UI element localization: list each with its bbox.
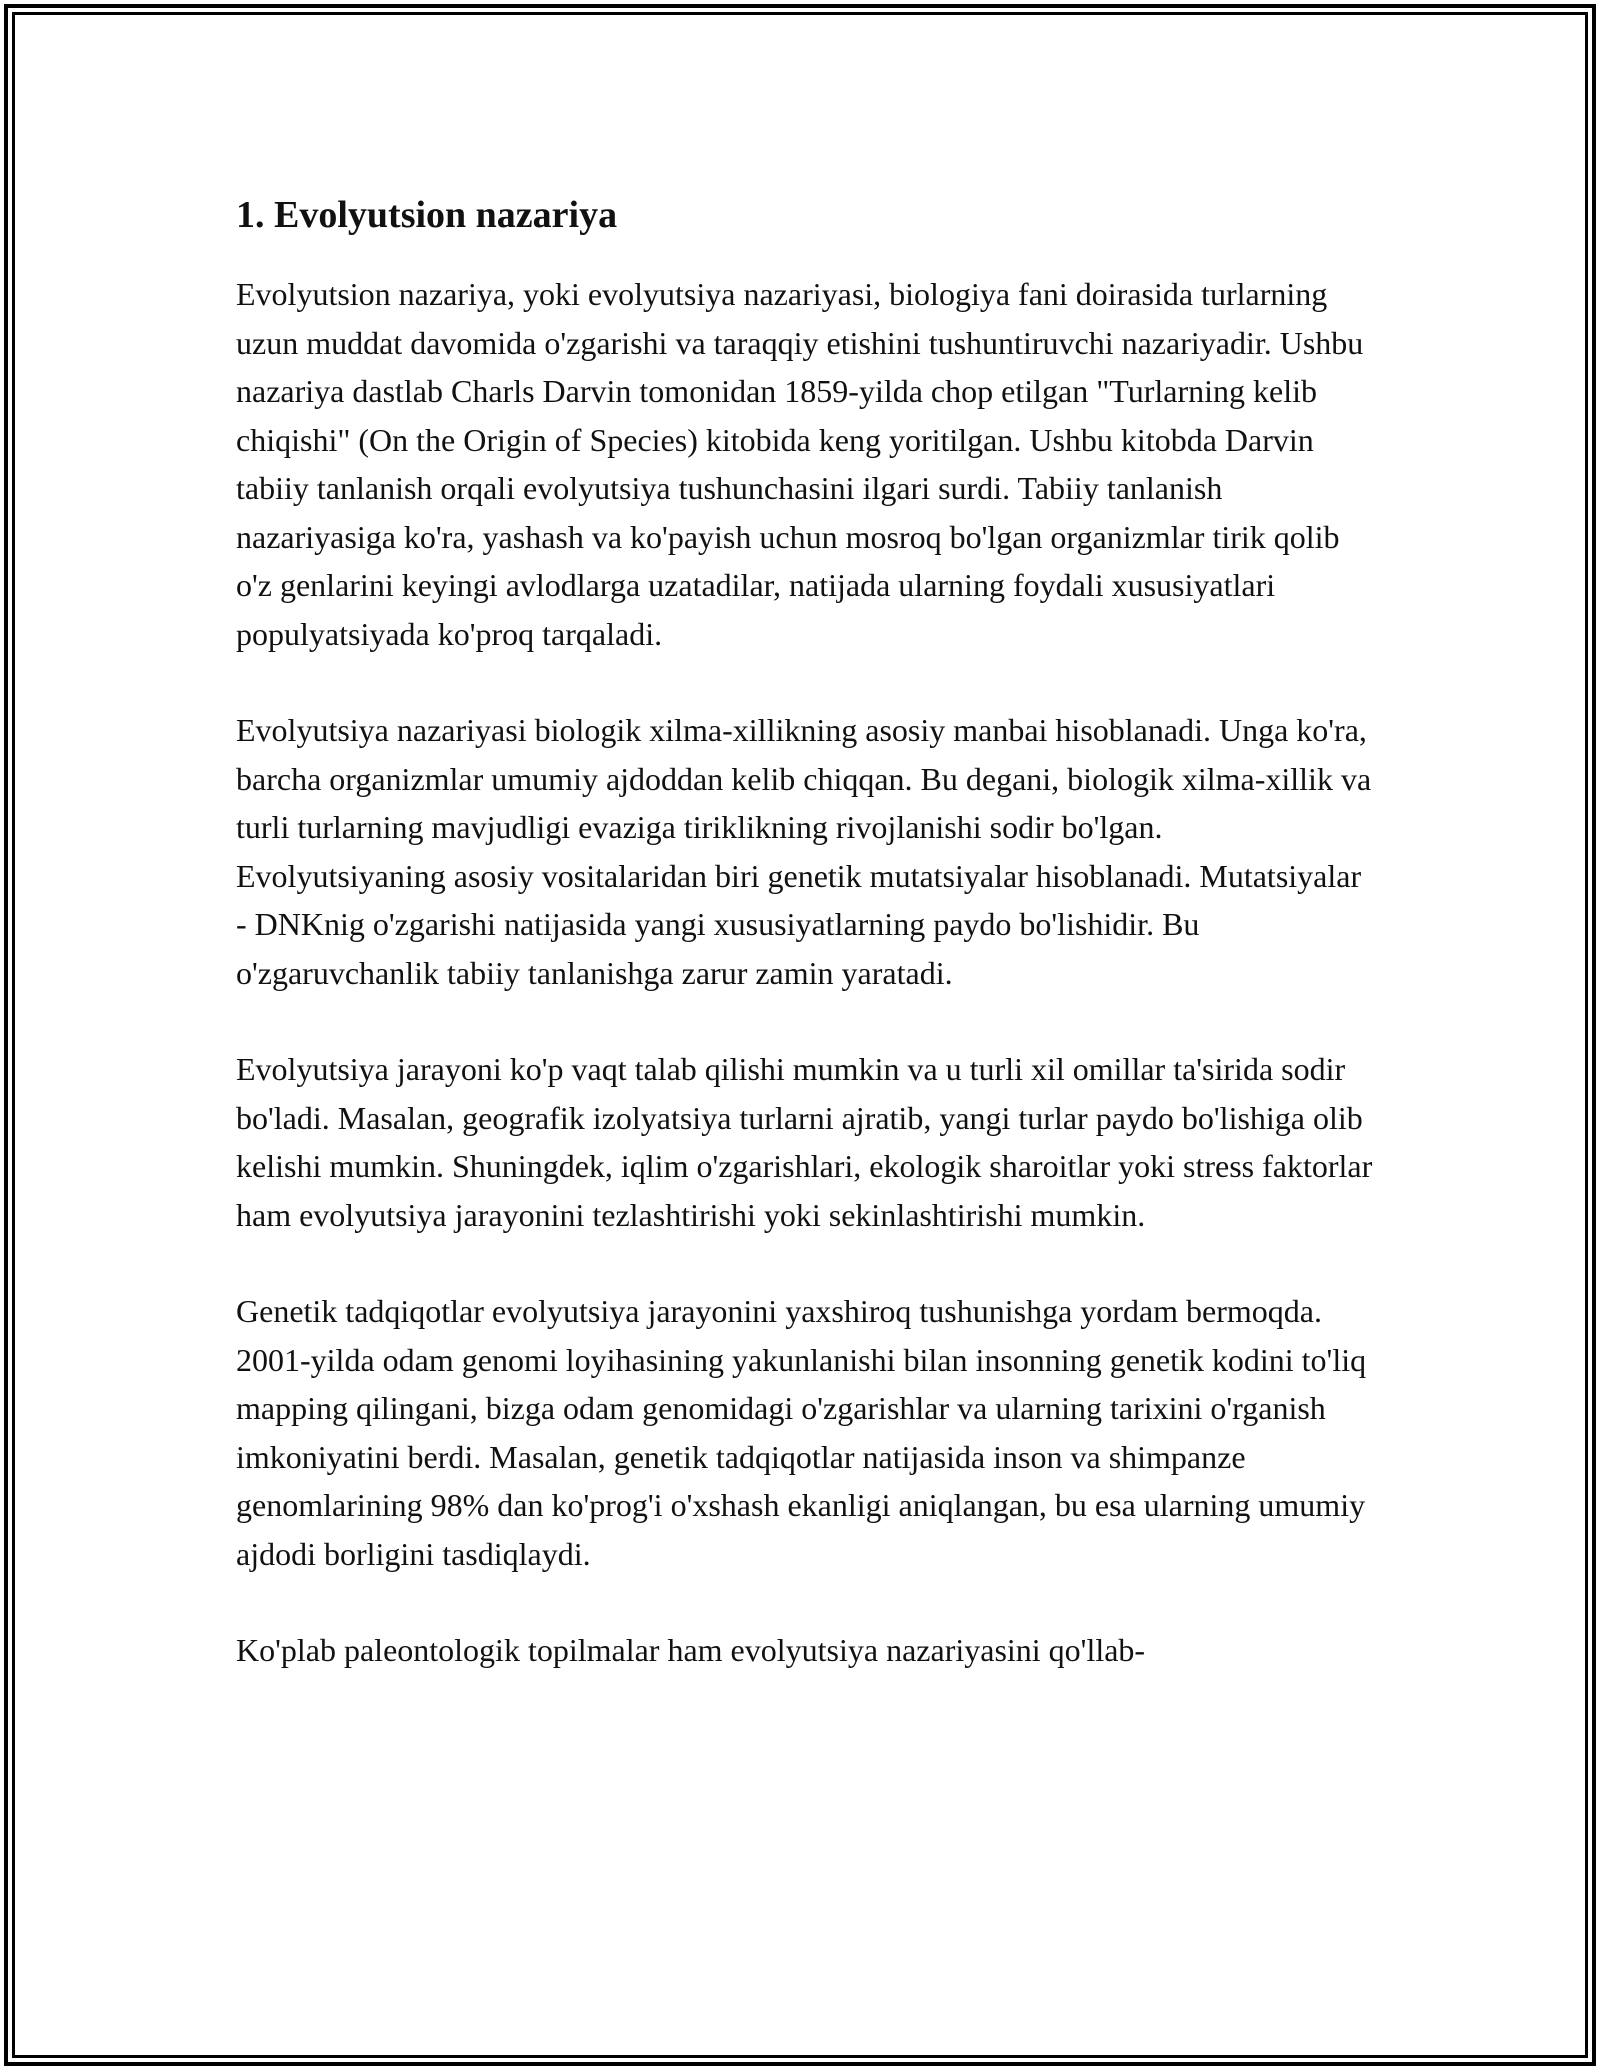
paragraph-2: Evolyutsiya nazariyasi biologik xilma-xillikning asosiy manbai hisoblanadi. Unga ko'ra, barcha organizmlar umumiy ajdoddan kelib chiqqan. Bu degani, biologik xilma-xillik va turli turlarning mavjudligi evaziga tiriklikning rivojlanishi sodir bo'lgan. Evolyutsiyaning asosiy vositalaridan biri genetik mutatsiyalar hisoblanadi. Mutatsiyalar - DNKnig o'zgarishi natijasida yangi xususiyatlarning paydo bo'lishidir. Bu o'zgaruvchanlik tabiiy tanlanishga zarur zamin yaratadi.: [236, 712, 1372, 991]
section-heading: 1. Evolyutsion nazariya: [236, 194, 618, 236]
paragraph-1: Evolyutsion nazariya, yoki evolyutsiya nazariyasi, biologiya fani doirasida turlarning uzun muddat davomida o'zgarishi va taraqqiy etishini tushuntiruvchi nazariyadir. Ushbu nazariya dastlab Charls Darvin tomonidan 1859-yilda chop etilgan "Turlarning kelib chiqishi" (On the Origin of Species) kitobida keng yoritilgan. Ushbu kitobda Darvin tabiiy tanlanish orqali evolyutsiya tushunchasini ilgari surdi. Tabiiy tanlanish nazariyasiga ko'ra, yashash va ko'payish uchun mosroq bo'lgan organizmlar tirik qolib o'z genlarini keyingi avlodlarga uzatadilar, natijada ularning foydali xususiyatlari populyatsiyada ko'proq tarqaladi.: [236, 276, 1364, 652]
document-body: [236, 184, 1376, 1723]
paragraph-5: Ko'plab paleontologik topilmalar ham evolyutsiya nazariyasini qo'llab-: [236, 1632, 1146, 1668]
paragraph-4: Genetik tadqiqotlar evolyutsiya jarayonini yaxshiroq tushunishga yordam bermoqda. 2001-yilda odam genomi loyihasining yakunlanishi bilan insonning genetik kodini to'liq mapping qilingani, bizga odam genomidagi o'zgarishlar va ularning tarixini o'rganish imkoniyatini berdi. Masalan, genetik tadqiqotlar natijasida inson va shimpanze genomlarining 98% dan ko'prog'i o'xshash ekanligi aniqlangan, bu esa ularning umumiy ajdodi borligini tasdiqlaydi.: [236, 1293, 1367, 1572]
paragraph-3: Evolyutsiya jarayoni ko'p vaqt talab qilishi mumkin va u turli xil omillar ta'sirida sodir bo'ladi. Masalan, geografik izolyatsiya turlarni ajratib, yangi turlar paydo bo'lishiga olib kelishi mumkin. Shuningdek, iqlim o'zgarishlari, ekologik sharoitlar yoki stress faktorlar ham evolyutsiya jarayonini tezlashtirishi yoki sekinlashtirishi mumkin.: [236, 1051, 1373, 1233]
